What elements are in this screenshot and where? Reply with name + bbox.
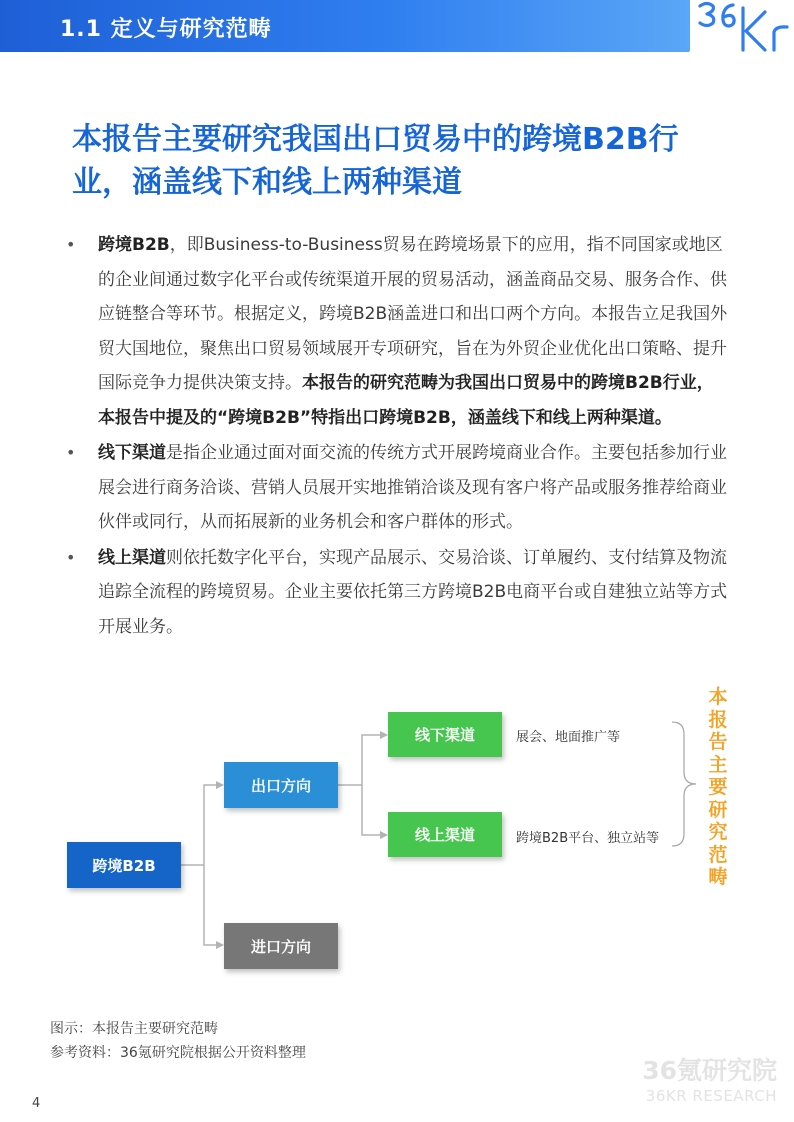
bullet-list — [64, 228, 730, 645]
node-cross-border-b2b: 跨境B2B — [67, 842, 181, 888]
bullet-online — [64, 541, 730, 645]
bullet-text: 则依托数字化平台，实现产品展示、交易洽谈、订单履约、支付结算及物流追踪全流程的跨境贸易。企业主要依托第三方跨境B2B电商平台或自建独立站等方式开展业务。 — [98, 547, 728, 637]
bullet-bold-tail: 本报告的研究范畴为我国出口贸易中的跨境B2B行业，本报告中提及的“跨境B2B”特指出口跨境B2B，涵盖线下和线上两种渠道。 — [98, 373, 714, 428]
watermark-main: 36氪研究院 — [642, 1056, 777, 1085]
source-caption: 参考资料：36氪研究院根据公开资料整理 — [50, 1045, 306, 1061]
section-title: 1.1 定义与研究范畴 — [60, 17, 272, 42]
scope-label: 本报告主要研究范畴 — [708, 686, 728, 888]
bullet-text: 是指企业通过面对面交流的传统方式开展跨境商业合作。主要包括参加行业展会进行商务洽谈、营销人员展开实地推销洽谈及现有客户将产品或服务推荐给商业伙伴或同行，从而拓展新的业务机会和客户群体的形式。 — [98, 443, 727, 532]
node-export-direction: 出口方向 — [224, 762, 338, 808]
watermark-sub: 36KR RESEARCH — [645, 1087, 777, 1105]
bullet-offline — [64, 436, 730, 540]
bullet-lead: 线上渠道 — [98, 547, 166, 568]
arrow-icon — [380, 731, 388, 739]
arrow-icon — [380, 831, 388, 839]
scope-bracket — [672, 722, 696, 846]
figure-caption: 图示：本报告主要研究范畴 — [50, 1021, 218, 1037]
node-import-direction: 进口方向 — [224, 923, 338, 969]
connector-root-import — [204, 865, 218, 945]
offline-channel-desc: 展会、地面推广等 — [516, 730, 621, 745]
bullet-dot-icon: • — [66, 547, 76, 567]
online-channel-desc: 跨境B2B平台、独立站等 — [516, 831, 660, 846]
connector-root-export — [181, 785, 218, 865]
bullet-dot-icon: • — [66, 235, 76, 254]
36kr-logo — [697, 0, 794, 52]
header-bar — [0, 0, 690, 52]
arrow-icon — [216, 781, 224, 789]
bullet-dot-icon: • — [66, 443, 76, 462]
arrow-icon — [216, 941, 224, 949]
bullet-lead: 跨境B2B — [98, 235, 170, 255]
bullet-definition — [64, 228, 730, 435]
page-number: 4 — [32, 1096, 41, 1111]
main-heading — [72, 118, 732, 204]
connector-export-online — [362, 785, 381, 835]
node-offline-channel: 线下渠道 — [388, 712, 502, 757]
bullet-lead: 线下渠道 — [98, 443, 166, 463]
main-heading-line2: 业，涵盖线下和线上两种渠道 — [72, 165, 462, 200]
bullet-text: ，即Business-to-Business贸易在跨境场景下的应用，指不同国家或地区的企业间通过数字化平台或传统渠道开展的贸易活动，涵盖商品交易、服务合作、供应链整合等环节。根据定义，跨境B2B涵盖进口和出口两个方向。本报告立足我国外贸大国地位，聚焦出口贸易领域展开专项研究，旨在为外贸企业优化出口策略、提升国际竞争力提供决策支持。 — [98, 235, 728, 393]
connector-export-offline — [338, 735, 381, 785]
main-heading-line1: 本报告主要研究我国出口贸易中的跨境B2B行 — [72, 122, 679, 157]
node-online-channel: 线上渠道 — [388, 812, 502, 857]
